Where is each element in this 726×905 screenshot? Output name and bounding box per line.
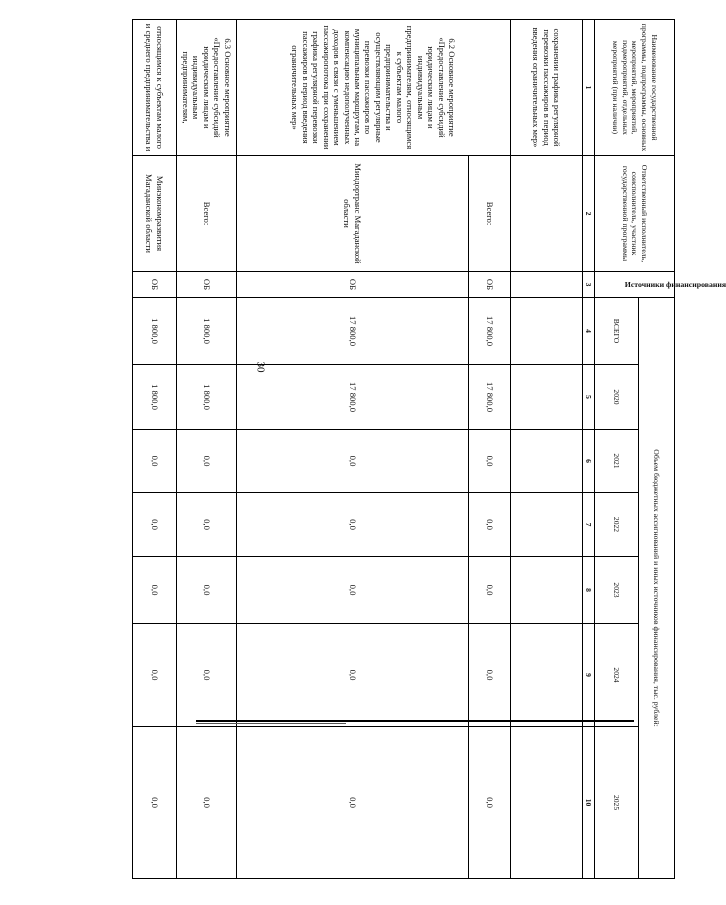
value-year-cell: 0,0 bbox=[133, 624, 177, 727]
value-year-cell bbox=[511, 624, 583, 727]
value-total-cell: 1 800,0 bbox=[177, 298, 237, 365]
executor-cell: Всего: bbox=[469, 156, 511, 272]
value-total-cell: 17 800,0 bbox=[469, 298, 511, 365]
table-row bbox=[511, 20, 583, 879]
column-number-row bbox=[583, 20, 595, 879]
value-year-cell: 17 800,0 bbox=[237, 365, 469, 430]
value-year-cell: 1 800,0 bbox=[133, 365, 177, 430]
measure-name-cell: 6.3 Основное мероприятие «Предоставление субсидий юридическим лицам и индивидуальным предпринимателям, bbox=[177, 20, 237, 156]
value-year-cell: 0,0 bbox=[469, 624, 511, 727]
value-year-cell: 0,0 bbox=[469, 727, 511, 879]
value-year-cell: 0,0 bbox=[237, 430, 469, 493]
value-year-cell: 0,0 bbox=[237, 727, 469, 879]
value-year-cell: 1 800,0 bbox=[177, 365, 237, 430]
column-number: 7 bbox=[583, 493, 595, 557]
value-year-cell bbox=[511, 557, 583, 624]
header-total: ВСЕГО bbox=[595, 298, 639, 365]
column-number: 8 bbox=[583, 557, 595, 624]
value-year-cell: 0,0 bbox=[177, 557, 237, 624]
source-cell: ОБ bbox=[469, 272, 511, 298]
value-year-cell: 0,0 bbox=[177, 624, 237, 727]
value-year-cell bbox=[511, 727, 583, 879]
value-total-cell: 17 800,0 bbox=[237, 298, 469, 365]
value-year-cell: 0,0 bbox=[237, 557, 469, 624]
value-total-cell bbox=[511, 298, 583, 365]
header-year: 2024 bbox=[595, 624, 639, 727]
value-year-cell: 0,0 bbox=[237, 493, 469, 557]
header-year: 2023 bbox=[595, 557, 639, 624]
column-number: 1 bbox=[583, 20, 595, 156]
header-source: Источники финансирования bbox=[595, 272, 675, 298]
page-number: 30 bbox=[254, 361, 267, 373]
table-row bbox=[133, 20, 177, 879]
measure-name-cell: относящимся к субъектам малого и среднего предпринимательства и bbox=[133, 20, 177, 156]
bottom-rule-thin bbox=[196, 723, 346, 724]
value-year-cell: 0,0 bbox=[469, 557, 511, 624]
column-number: 10 bbox=[583, 727, 595, 879]
value-year-cell: 17 800,0 bbox=[469, 365, 511, 430]
header-year: 2021 bbox=[595, 430, 639, 493]
header-year: 2025 bbox=[595, 727, 639, 879]
source-cell: ОБ bbox=[237, 272, 469, 298]
column-number: 6 bbox=[583, 430, 595, 493]
value-year-cell: 0,0 bbox=[177, 727, 237, 879]
executor-cell: Миндортранс Магаданской области bbox=[237, 156, 469, 272]
header-volume: Объем бюджетных ассигнований и иных источников финансирования, тыс. рублей: bbox=[639, 298, 675, 879]
value-year-cell: 0,0 bbox=[469, 493, 511, 557]
header-year: 2020 bbox=[595, 365, 639, 430]
table-row bbox=[469, 20, 511, 879]
financing-table-sheet bbox=[119, 19, 726, 878]
source-cell: ОБ bbox=[177, 272, 237, 298]
column-number: 2 bbox=[583, 156, 595, 272]
financing-table bbox=[132, 19, 726, 879]
executor-cell: Минэкономразвития Магаданской области bbox=[133, 156, 177, 272]
value-year-cell: 0,0 bbox=[133, 493, 177, 557]
value-total-cell: 1 800,0 bbox=[133, 298, 177, 365]
value-year-cell bbox=[511, 430, 583, 493]
executor-cell bbox=[511, 156, 583, 272]
value-year-cell: 0,0 bbox=[133, 557, 177, 624]
header-year: 2022 bbox=[595, 493, 639, 557]
rotated-page-area bbox=[119, 19, 726, 878]
executor-cell: Всего: bbox=[177, 156, 237, 272]
value-year-cell bbox=[511, 493, 583, 557]
source-cell: ОБ bbox=[133, 272, 177, 298]
column-number: 5 bbox=[583, 365, 595, 430]
value-year-cell: 0,0 bbox=[133, 430, 177, 493]
bottom-rule bbox=[196, 720, 634, 722]
value-year-cell: 0,0 bbox=[237, 624, 469, 727]
value-year-cell: 0,0 bbox=[177, 430, 237, 493]
column-number: 3 bbox=[583, 272, 595, 298]
value-year-cell bbox=[511, 365, 583, 430]
measure-name-cell: сохранении графика регулярной перевозки пассажиров в период введения ограничительных мер» bbox=[511, 20, 583, 156]
header-name: Наименование государственной программы, подпрограммы, основных мероприятий, мероприятий, подмероприятий, отдельных мероприятий (при наличии) bbox=[595, 20, 675, 156]
column-number: 4 bbox=[583, 298, 595, 365]
header-executor: Ответственный исполнитель, соисполнитель, участник государственной программы bbox=[595, 156, 675, 272]
value-year-cell: 0,0 bbox=[133, 727, 177, 879]
value-year-cell: 0,0 bbox=[469, 430, 511, 493]
value-year-cell: 0,0 bbox=[177, 493, 237, 557]
source-cell bbox=[511, 272, 583, 298]
table-row bbox=[177, 20, 237, 879]
column-number: 9 bbox=[583, 624, 595, 727]
measure-name-cell: 6.2 Основное мероприятие «Предоставление субсидий юридическим лицам и индивидуальным предпринимателям, относящимся к субъектам малого предпринимательства и осуществляющим регулярные перевозки пассажиров по муниципальным маршрутам, на компенсацию недополученных доходов в связи с уменьшением пассажиропотока при сохранении графика регулярной перевозки пассажиров в период введения ограничительных мер» bbox=[237, 20, 511, 156]
